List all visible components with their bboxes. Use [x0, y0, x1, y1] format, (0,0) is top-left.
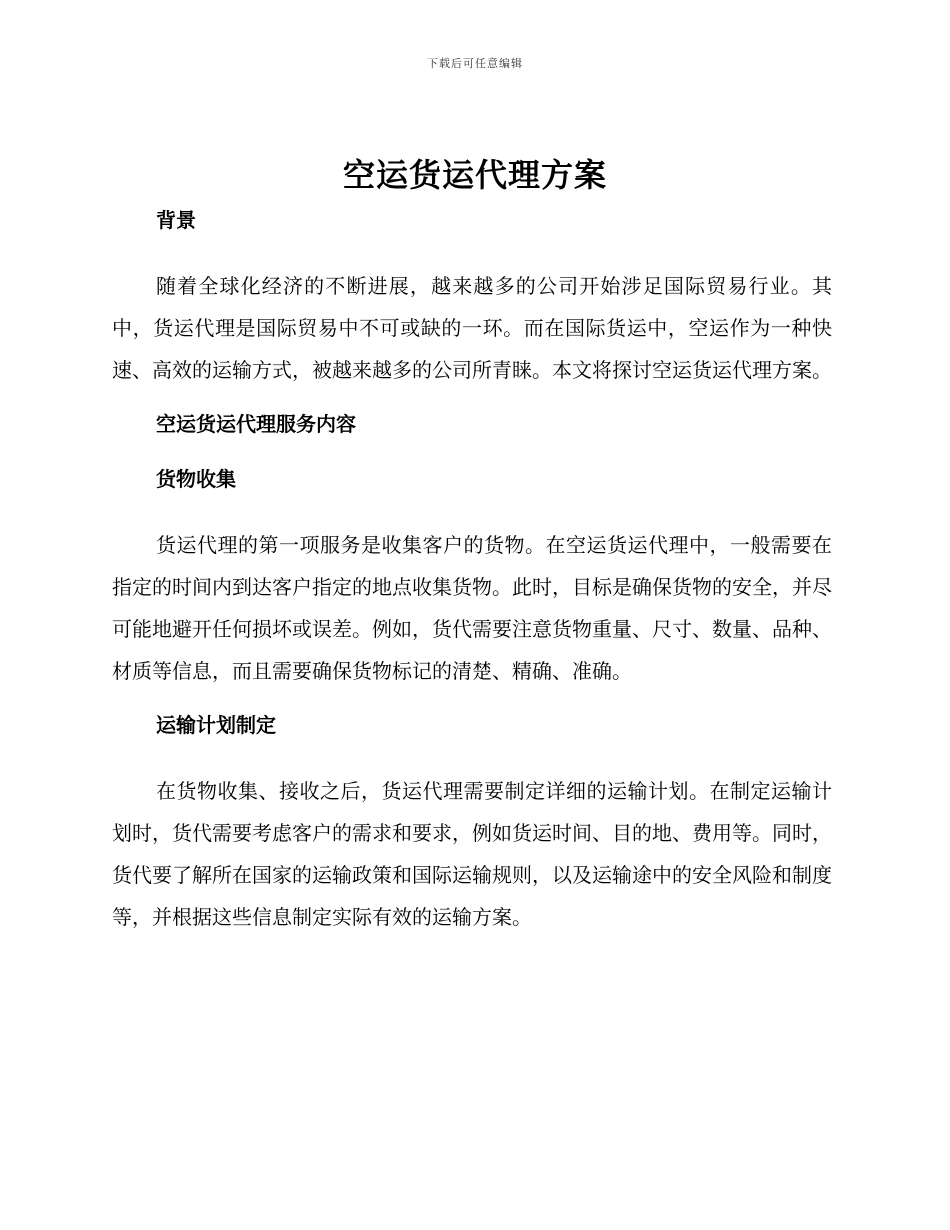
header-note: 下载后可任意编辑 — [427, 57, 523, 70]
section-paragraph-cargo-collection: 货运代理的第一项服务是收集客户的货物。在空运货运代理中，一般需要在指定的时间内到达客户指定的地点收集货物。此时，目标是确保货物的安全，并尽可能地避开任何损坏或误差。例如，货代需要注意货物重量、尺寸、数量、品种、材质等信息，而且需要确保货物标记的清楚、精确、准确。 — [112, 533, 832, 683]
document-body — [112, 203, 832, 938]
section-heading-background: 背景 — [156, 208, 196, 232]
document-title: 空运货运代理方案 — [342, 156, 607, 194]
section-heading-transport-plan: 运输计划制定 — [156, 713, 276, 737]
section-heading-cargo-collection: 货物收集 — [156, 467, 236, 491]
section-paragraph-background: 随着全球化经济的不断进展，越来越多的公司开始涉足国际贸易行业。其中，货运代理是国际贸易中不可或缺的一环。而在国际货运中，空运作为一种快速、高效的运输方式，被越来越多的公司所青睐。本文将探讨空运货运代理方案。 — [112, 274, 832, 382]
section-paragraph-transport-plan: 在货物收集、接收之后，货运代理需要制定详细的运输计划。在制定运输计划时，货代需要考虑客户的需求和要求，例如货运时间、目的地、费用等。同时，货代要了解所在国家的运输政策和国际运输规则，以及运输途中的安全风险和制度等，并根据这些信息制定实际有效的运输方案。 — [112, 779, 832, 929]
section-heading-service-content: 空运货运代理服务内容 — [156, 412, 356, 436]
